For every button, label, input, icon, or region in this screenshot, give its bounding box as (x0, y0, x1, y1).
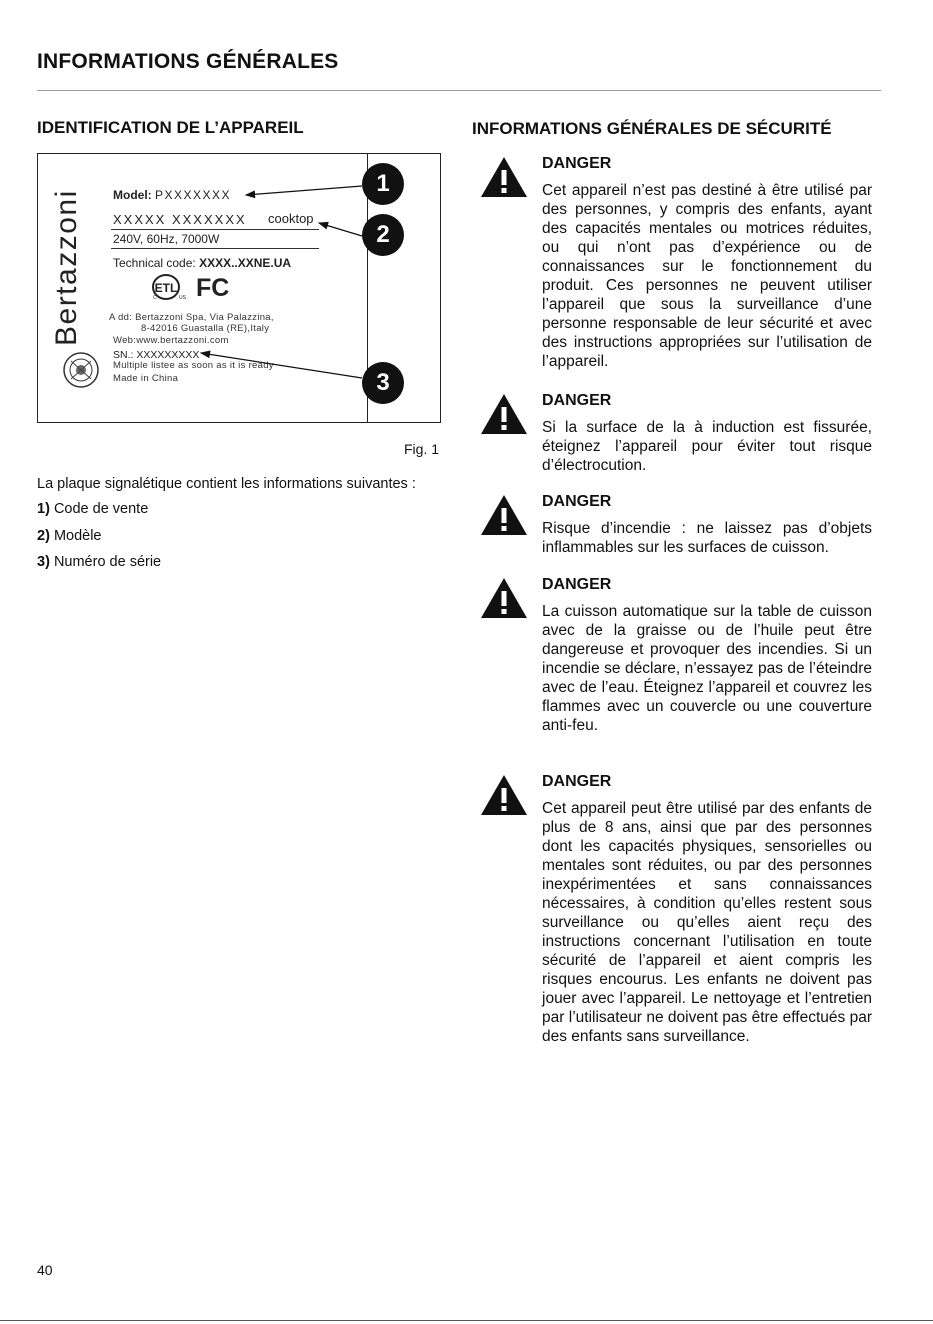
leader-line-1 (246, 186, 362, 195)
danger-title: DANGER (542, 773, 612, 790)
callout-3: 3 (362, 362, 404, 404)
list-item-text: Code de vente (53, 501, 149, 517)
plate-technical-prefix: Technical code: (113, 256, 196, 270)
danger-title: DANGER (542, 576, 612, 593)
identification-heading: IDENTIFICATION DE L’APPAREIL (37, 118, 304, 137)
danger-text: Cet appareil n’est pas destiné à être utilisé par des personnes, y compris des enfants, ayant des capacités mentales ou motrices réduites, ou qui n’ont pas d’expérience ou de connaissances sur le fonctionnement du produit. Ces personnes ne peuvent utiliser l’appareil que sous la surveillance d’une personne responsable de leur sécurité et avec des instructions appropriées sur l’utilisation de l’appareil. (542, 182, 872, 370)
warning-triangle-icon (480, 577, 528, 619)
list-item (37, 501, 148, 517)
list-item-number: 3) (37, 554, 50, 570)
plate-product-type: cooktop (268, 211, 314, 226)
svg-text:FC: FC (196, 274, 230, 300)
plate-multiple-listee: Multiple listee as soon as it is ready (113, 360, 274, 371)
plate-made-in: Made in China (113, 373, 179, 384)
danger-text: Cet appareil peut être utilisé par des enfants de plus de 8 ans, ainsi que par des personnes dont les capacités physiques, sensorielles ou mentales sont réduites, ou par des personnes inexpérimentées et sans connaissances nécessaires, à condition qu’elles restent sous surveillance ou qu’elles aient reçu des instructions concernant l’utilisation en toute sécurité de l’appareil et aient compris les risques encourus. Les enfants ne doivent pas jouer avec l’appareil. Le nettoyage et l’entretien par l’utilisateur ne doivent pas être effectués par des enfants sans surveillance. (542, 800, 872, 1045)
list-item (37, 528, 102, 544)
figure-caption: Fig. 1 (404, 441, 440, 457)
danger-text: La cuisson automatique sur la table de cuisson avec de la graisse ou de l’huile peut être dangereuse et provoquer des incendies. Si un incendie se déclare, n’essayez pas de l’éteindre avec de l’eau. Éteignez l’appareil et couvrez les flammes avec un couvercle ou une couverture anti-feu. (542, 603, 872, 734)
bottom-border (0, 1320, 933, 1321)
warning-triangle-icon (480, 156, 528, 198)
page-number: 40 (37, 1262, 53, 1278)
plate-address-line1: A dd: Bertazzoni Spa, Via Palazzina, (109, 312, 274, 323)
danger-text: Risque d’incendie : ne laissez pas d’objets inflammables sur les surfaces de cuisson. (542, 520, 872, 556)
list-item-number: 2) (37, 528, 50, 544)
danger-title: DANGER (542, 493, 612, 510)
plate-sn-prefix: SN.: (113, 349, 134, 361)
danger-title: DANGER (542, 155, 612, 172)
plate-rating: 240V, 60Hz, 7000W (113, 232, 220, 246)
list-item-number: 1) (37, 501, 50, 517)
warning-triangle-icon (480, 774, 528, 816)
plate-sn-value: XXXXXXXXX (136, 349, 200, 361)
list-item-text: Modèle (53, 528, 102, 544)
warning-triangle-icon (480, 393, 528, 435)
svg-text:C: C (153, 295, 157, 301)
plate-product-code: XXXXX XXXXXXX (113, 212, 247, 227)
list-item-text: Numéro de série (53, 554, 162, 570)
leader-line-2 (319, 223, 362, 236)
danger-title: DANGER (542, 392, 612, 409)
svg-text:ETL: ETL (154, 281, 178, 295)
leader-line-3 (201, 353, 362, 378)
callout-2: 2 (362, 214, 404, 256)
page-title: INFORMATIONS GÉNÉRALES (37, 50, 339, 73)
plate-address-line2: 8-42016 Guastalla (RE),Italy (141, 323, 270, 334)
plate-intro-text: La plaque signalétique contient les informations suivantes : (37, 476, 416, 492)
plate-technical-value: XXXX..XXNE.UA (199, 256, 292, 270)
danger-text: Si la surface de la à induction est fissurée, éteignez l’appareil pour éviter tout risque d’électrocution. (542, 419, 872, 474)
plate-model-prefix: Model: (113, 188, 152, 202)
svg-text:US: US (179, 295, 186, 301)
plate-model-value: PXXXXXXX (155, 188, 232, 202)
safety-heading: INFORMATIONS GÉNÉRALES DE SÉCURITÉ (472, 119, 832, 138)
warning-triangle-icon (480, 494, 528, 536)
brand-logo-vertical: Bertazzoni (50, 189, 83, 346)
list-item (37, 554, 161, 570)
plate-web: Web:www.bertazzoni.com (113, 335, 229, 346)
callout-1: 1 (362, 163, 404, 205)
